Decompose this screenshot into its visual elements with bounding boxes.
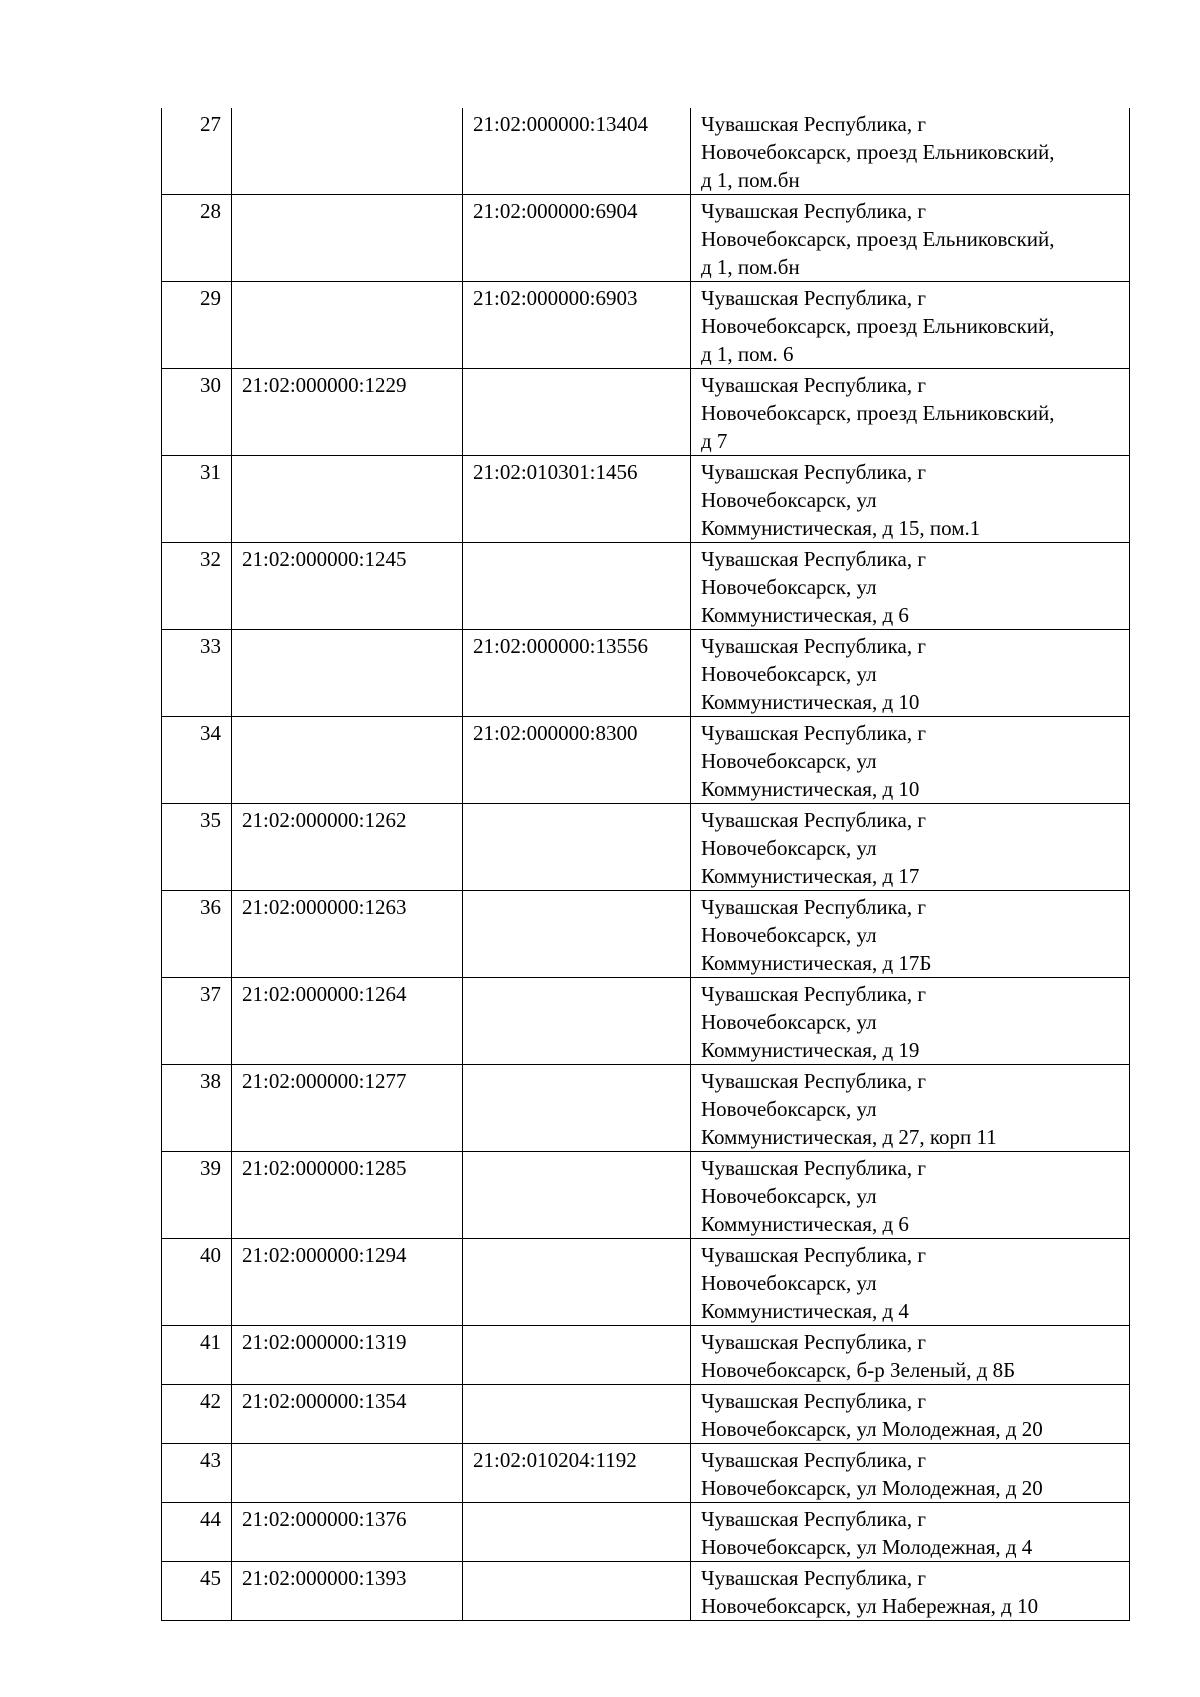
table-row — [162, 369, 1130, 456]
address-line: Новочебоксарск, проезд Ельниковский, — [701, 401, 1055, 425]
address-line: Новочебоксарск, ул Молодежная, д 20 — [701, 1417, 1043, 1441]
table-row — [162, 804, 1130, 891]
address-cell — [691, 543, 1130, 630]
row-number-cell: 27 — [162, 108, 232, 195]
address-line: Чувашская Республика, г — [701, 1069, 926, 1093]
address-line: д 7 — [701, 429, 728, 453]
building-cadastral-number-cell — [463, 891, 691, 978]
building-cadastral-number-cell — [463, 1503, 691, 1562]
address-line: Чувашская Республика, г — [701, 460, 926, 484]
address-line: Чувашская Республика, г — [701, 1507, 926, 1531]
land-cadastral-number-cell: 21:02:000000:1277 — [232, 1065, 463, 1152]
building-cadastral-number-cell: 21:02:000000:6903 — [463, 282, 691, 369]
building-cadastral-number-cell — [463, 1326, 691, 1385]
address-line: Новочебоксарск, ул — [701, 836, 877, 860]
table-row — [162, 1562, 1130, 1621]
land-cadastral-number-cell — [232, 630, 463, 717]
building-cadastral-number-cell — [463, 1385, 691, 1444]
address-cell — [691, 1065, 1130, 1152]
address-line: Чувашская Республика, г — [701, 721, 926, 745]
address-line: Чувашская Республика, г — [701, 1243, 926, 1267]
address-line: Коммунистическая, д 6 — [701, 603, 909, 627]
address-line: Чувашская Республика, г — [701, 1448, 926, 1472]
address-line: д 1, пом.бн — [701, 255, 800, 279]
land-cadastral-number-cell: 21:02:000000:1376 — [232, 1503, 463, 1562]
address-line: Коммунистическая, д 17 — [701, 864, 920, 888]
row-number-cell: 28 — [162, 195, 232, 282]
address-line: Чувашская Республика, г — [701, 982, 926, 1006]
address-cell — [691, 1239, 1130, 1326]
address-line: Чувашская Республика, г — [701, 199, 926, 223]
row-number-cell: 42 — [162, 1385, 232, 1444]
building-cadastral-number-cell: 21:02:000000:6904 — [463, 195, 691, 282]
address-line: Новочебоксарск, ул — [701, 575, 877, 599]
row-number-cell: 40 — [162, 1239, 232, 1326]
address-line: Новочебоксарск, ул — [701, 1271, 877, 1295]
table-row — [162, 195, 1130, 282]
row-number-cell: 34 — [162, 717, 232, 804]
address-line: Новочебоксарск, проезд Ельниковский, — [701, 314, 1055, 338]
building-cadastral-number-cell — [463, 369, 691, 456]
table-row — [162, 1503, 1130, 1562]
address-line: Новочебоксарск, проезд Ельниковский, — [701, 227, 1055, 251]
row-number-cell: 44 — [162, 1503, 232, 1562]
building-cadastral-number-cell — [463, 1152, 691, 1239]
table-row — [162, 1152, 1130, 1239]
address-cell — [691, 1326, 1130, 1385]
land-cadastral-number-cell — [232, 456, 463, 543]
address-line: Коммунистическая, д 19 — [701, 1038, 920, 1062]
address-line: Коммунистическая, д 10 — [701, 777, 920, 801]
address-line: Чувашская Республика, г — [701, 634, 926, 658]
address-line: Коммунистическая, д 4 — [701, 1299, 909, 1323]
land-cadastral-number-cell — [232, 1444, 463, 1503]
address-cell — [691, 456, 1130, 543]
address-line: Новочебоксарск, проезд Ельниковский, — [701, 140, 1055, 164]
land-cadastral-number-cell: 21:02:000000:1393 — [232, 1562, 463, 1621]
address-line: Новочебоксарск, ул — [701, 662, 877, 686]
address-line: Коммунистическая, д 17Б — [701, 951, 932, 975]
registry-table-body — [162, 108, 1130, 1621]
address-cell — [691, 804, 1130, 891]
row-number-cell: 41 — [162, 1326, 232, 1385]
row-number-cell: 29 — [162, 282, 232, 369]
address-line: Чувашская Республика, г — [701, 1389, 926, 1413]
table-row — [162, 891, 1130, 978]
building-cadastral-number-cell — [463, 978, 691, 1065]
address-line: Чувашская Республика, г — [701, 547, 926, 571]
row-number-cell: 45 — [162, 1562, 232, 1621]
row-number-cell: 35 — [162, 804, 232, 891]
address-cell — [691, 1152, 1130, 1239]
address-cell — [691, 282, 1130, 369]
table-row — [162, 108, 1130, 195]
table-row — [162, 1326, 1130, 1385]
land-cadastral-number-cell — [232, 195, 463, 282]
address-line: Коммунистическая, д 6 — [701, 1212, 909, 1236]
address-cell — [691, 1444, 1130, 1503]
land-cadastral-number-cell: 21:02:000000:1319 — [232, 1326, 463, 1385]
building-cadastral-number-cell — [463, 1065, 691, 1152]
table-row — [162, 1385, 1130, 1444]
address-cell — [691, 108, 1130, 195]
row-number-cell: 36 — [162, 891, 232, 978]
address-line: д 1, пом. 6 — [701, 342, 794, 366]
row-number-cell: 32 — [162, 543, 232, 630]
cadastral-registry-table — [161, 108, 1130, 1621]
land-cadastral-number-cell — [232, 282, 463, 369]
address-line: Чувашская Республика, г — [701, 808, 926, 832]
address-cell — [691, 717, 1130, 804]
row-number-cell: 30 — [162, 369, 232, 456]
address-line: Новочебоксарск, ул — [701, 488, 877, 512]
building-cadastral-number-cell — [463, 1239, 691, 1326]
land-cadastral-number-cell: 21:02:000000:1262 — [232, 804, 463, 891]
row-number-cell: 38 — [162, 1065, 232, 1152]
address-cell — [691, 1503, 1130, 1562]
address-cell — [691, 978, 1130, 1065]
address-line: Новочебоксарск, ул Молодежная, д 20 — [701, 1476, 1043, 1500]
row-number-cell: 43 — [162, 1444, 232, 1503]
row-number-cell: 39 — [162, 1152, 232, 1239]
row-number-cell: 31 — [162, 456, 232, 543]
land-cadastral-number-cell: 21:02:000000:1264 — [232, 978, 463, 1065]
table-row — [162, 1444, 1130, 1503]
table-row — [162, 543, 1130, 630]
building-cadastral-number-cell — [463, 804, 691, 891]
row-number-cell: 37 — [162, 978, 232, 1065]
address-line: Новочебоксарск, б-р Зеленый, д 8Б — [701, 1358, 1016, 1382]
building-cadastral-number-cell: 21:02:000000:13404 — [463, 108, 691, 195]
address-line: Новочебоксарск, ул — [701, 749, 877, 773]
address-line: Чувашская Республика, г — [701, 895, 926, 919]
address-line: Чувашская Республика, г — [701, 373, 926, 397]
address-cell — [691, 1562, 1130, 1621]
table-row — [162, 282, 1130, 369]
building-cadastral-number-cell: 21:02:000000:8300 — [463, 717, 691, 804]
address-line: Коммунистическая, д 27, корп 11 — [701, 1125, 997, 1149]
address-line: Чувашская Республика, г — [701, 1156, 926, 1180]
address-line: д 1, пом.бн — [701, 168, 800, 192]
land-cadastral-number-cell: 21:02:000000:1285 — [232, 1152, 463, 1239]
address-line: Чувашская Республика, г — [701, 286, 926, 310]
address-line: Новочебоксарск, ул — [701, 923, 877, 947]
land-cadastral-number-cell: 21:02:000000:1245 — [232, 543, 463, 630]
land-cadastral-number-cell: 21:02:000000:1229 — [232, 369, 463, 456]
address-line: Чувашская Республика, г — [701, 112, 926, 136]
table-row — [162, 978, 1130, 1065]
address-line: Новочебоксарск, ул Набережная, д 10 — [701, 1594, 1039, 1618]
address-line: Чувашская Республика, г — [701, 1566, 926, 1590]
address-line: Новочебоксарск, ул Молодежная, д 4 — [701, 1535, 1033, 1559]
address-cell — [691, 369, 1130, 456]
building-cadastral-number-cell: 21:02:000000:13556 — [463, 630, 691, 717]
table-row — [162, 717, 1130, 804]
land-cadastral-number-cell: 21:02:000000:1354 — [232, 1385, 463, 1444]
address-line: Чувашская Республика, г — [701, 1330, 926, 1354]
land-cadastral-number-cell: 21:02:000000:1294 — [232, 1239, 463, 1326]
land-cadastral-number-cell: 21:02:000000:1263 — [232, 891, 463, 978]
building-cadastral-number-cell: 21:02:010204:1192 — [463, 1444, 691, 1503]
land-cadastral-number-cell — [232, 108, 463, 195]
table-row — [162, 1065, 1130, 1152]
table-row — [162, 630, 1130, 717]
row-number-cell: 33 — [162, 630, 232, 717]
address-line: Коммунистическая, д 15, пом.1 — [701, 516, 981, 540]
address-line: Коммунистическая, д 10 — [701, 690, 920, 714]
table-row — [162, 1239, 1130, 1326]
address-line: Новочебоксарск, ул — [701, 1010, 877, 1034]
table-row — [162, 456, 1130, 543]
building-cadastral-number-cell — [463, 543, 691, 630]
address-line: Новочебоксарск, ул — [701, 1184, 877, 1208]
address-cell — [691, 195, 1130, 282]
land-cadastral-number-cell — [232, 717, 463, 804]
address-cell — [691, 630, 1130, 717]
address-cell — [691, 891, 1130, 978]
address-cell — [691, 1385, 1130, 1444]
building-cadastral-number-cell — [463, 1562, 691, 1621]
building-cadastral-number-cell: 21:02:010301:1456 — [463, 456, 691, 543]
address-line: Новочебоксарск, ул — [701, 1097, 877, 1121]
